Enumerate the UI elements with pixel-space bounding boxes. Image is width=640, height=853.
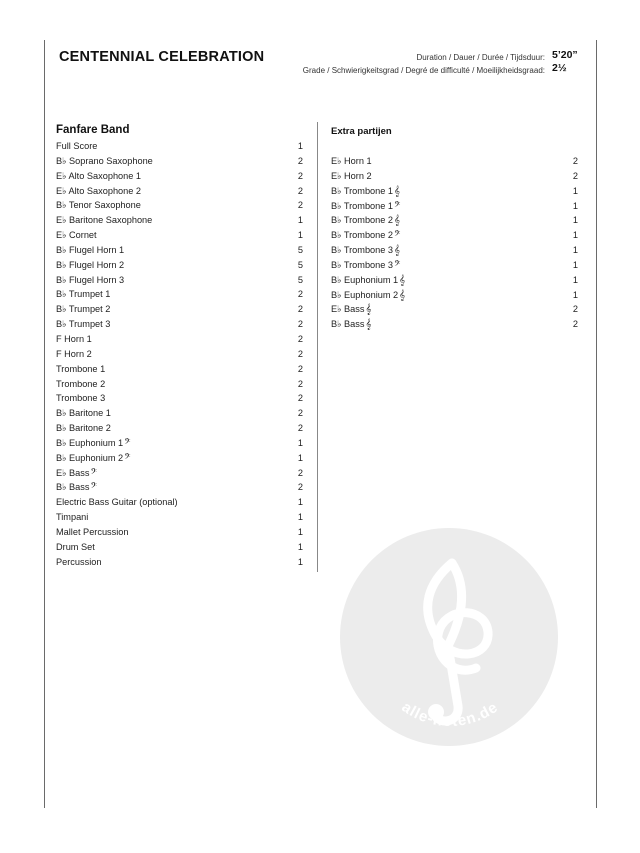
part-name: B♭ Trumpet 1 [56, 289, 111, 300]
part-name: E♭ Bass𝄞 [331, 304, 372, 316]
treble-clef-icon: 𝄞 [394, 185, 400, 197]
part-count: 2 [572, 156, 578, 166]
part-count: 2 [297, 289, 303, 300]
part-name: E♭ Horn 1 [331, 156, 372, 166]
part-name: F Horn 1 [56, 333, 92, 344]
part-count: 2 [297, 333, 303, 344]
extra-part-row [331, 169, 578, 184]
extra-part-row [331, 243, 578, 258]
extra-parts-list [331, 154, 578, 332]
bass-clef-icon: 𝄢 [90, 467, 97, 479]
part-name: B♭ Trombone 2𝄞 [331, 215, 400, 227]
part-count: 5 [297, 259, 303, 270]
fanfare-part-row [56, 198, 303, 213]
part-name: B♭ Trombone 2𝄢 [331, 230, 401, 242]
part-count: 1 [297, 437, 303, 448]
fanfare-part-row [56, 377, 303, 392]
fanfare-part-row [56, 258, 303, 273]
part-count: 1 [297, 452, 303, 463]
fanfare-part-row [56, 169, 303, 184]
part-count: 1 [572, 215, 578, 226]
part-count: 2 [297, 408, 303, 419]
svg-text:alle-noten.de [399, 699, 502, 731]
part-count: 2 [572, 319, 578, 330]
bass-clef-icon: 𝄢 [124, 452, 131, 464]
fanfare-part-row [56, 332, 303, 347]
fanfare-part-row [56, 243, 303, 258]
fanfare-part-row [56, 555, 303, 570]
fanfare-part-row [56, 287, 303, 302]
extra-part-row [331, 288, 578, 303]
fanfare-part-row [56, 510, 303, 525]
treble-clef-icon: 𝄞 [399, 289, 406, 301]
treble-clef-icon: 𝄞 [399, 274, 406, 286]
fanfare-part-row [56, 139, 303, 154]
part-count: 2 [297, 378, 303, 389]
part-name: B♭ Tenor Saxophone [56, 200, 141, 211]
part-name: Timpani [56, 512, 89, 523]
part-name: B♭ Bass𝄞 [331, 319, 372, 331]
part-count: 2 [297, 319, 303, 330]
right-margin-rule [596, 40, 597, 808]
part-count: 2 [297, 348, 303, 359]
treble-clef-icon: 𝄞 [365, 304, 372, 316]
part-count: 1 [297, 141, 303, 151]
fanfare-part-row [56, 154, 303, 169]
part-count: 5 [297, 244, 303, 255]
part-count: 2 [297, 185, 303, 196]
extra-part-row [331, 228, 578, 243]
part-count: 1 [297, 230, 303, 241]
column-divider [317, 122, 318, 572]
fanfare-part-row [56, 391, 303, 406]
part-name: E♭ Baritone Saxophone [56, 215, 153, 226]
part-count: 1 [572, 259, 578, 270]
part-name: B♭ Euphonium 1𝄞 [331, 274, 406, 286]
part-count: 1 [297, 541, 303, 552]
fanfare-part-row [56, 421, 303, 436]
part-name: E♭ Alto Saxophone 2 [56, 185, 142, 196]
duration-value: 5’20” [552, 49, 578, 61]
part-name: E♭ Horn 2 [331, 170, 372, 181]
part-name: Trombone 3 [56, 393, 106, 404]
part-count: 2 [297, 423, 303, 434]
page-title: CENTENNIAL CELEBRATION [59, 49, 265, 65]
part-count: 2 [297, 393, 303, 404]
part-count: 2 [572, 304, 578, 315]
part-count: 2 [297, 363, 303, 374]
part-name: Mallet Percussion [56, 526, 129, 537]
extra-part-row [331, 213, 578, 228]
bass-clef-icon: 𝄢 [394, 200, 401, 212]
extra-part-row [331, 302, 578, 317]
treble-clef-icon: 𝄞 [394, 245, 400, 257]
treble-clef-icon: 𝄞 [394, 215, 400, 227]
fanfare-part-row [56, 317, 303, 332]
treble-clef-icon: 𝄞 [365, 319, 372, 331]
part-count: 1 [297, 215, 303, 226]
bass-clef-icon: 𝄢 [394, 259, 401, 271]
part-name: Electric Bass Guitar (optional) [56, 497, 178, 508]
extra-part-row [331, 184, 578, 199]
part-name: B♭ Trombone 1𝄞 [331, 185, 400, 197]
treble-clef-icon [340, 528, 558, 746]
extra-part-row [331, 199, 578, 214]
fanfare-part-row [56, 213, 303, 228]
part-name: B♭ Trombone 3𝄢 [331, 259, 401, 271]
fanfare-parts-list [56, 139, 303, 569]
duration-label: Duration / Dauer / Durée / Tijdsduur: [416, 53, 545, 62]
part-count: 1 [572, 185, 578, 196]
extra-part-row [331, 258, 578, 273]
bass-clef-icon: 𝄢 [394, 230, 401, 242]
fanfare-part-row [56, 525, 303, 540]
watermark-text: alle-noten.de [398, 698, 502, 731]
fanfare-part-row [56, 451, 303, 466]
part-count: 1 [572, 200, 578, 211]
part-name: B♭ Euphonium 2𝄢 [56, 452, 131, 464]
part-count: 2 [297, 200, 303, 211]
fanfare-part-row [56, 362, 303, 377]
part-count: 1 [297, 512, 303, 523]
part-count: 1 [572, 274, 578, 285]
part-name: B♭ Trombone 3𝄞 [331, 245, 400, 257]
fanfare-part-row [56, 540, 303, 555]
part-name: E♭ Bass𝄢 [56, 467, 97, 479]
part-count: 1 [572, 245, 578, 256]
bass-clef-icon: 𝄢 [124, 437, 131, 449]
part-name: B♭ Flugel Horn 2 [56, 259, 125, 270]
fanfare-part-row [56, 347, 303, 362]
part-count: 1 [297, 526, 303, 537]
part-name: B♭ Trumpet 2 [56, 304, 111, 315]
part-name: B♭ Euphonium 1𝄢 [56, 437, 131, 449]
part-name: E♭ Cornet [56, 230, 97, 241]
part-count: 2 [297, 467, 303, 478]
fanfare-part-row [56, 302, 303, 317]
part-name: F Horn 2 [56, 348, 92, 359]
fanfare-band-heading: Fanfare Band [56, 124, 130, 136]
part-name: E♭ Alto Saxophone 1 [56, 170, 142, 181]
part-name: B♭ Trumpet 3 [56, 319, 111, 330]
part-name: B♭ Bass𝄢 [56, 482, 97, 494]
fanfare-part-row [56, 495, 303, 510]
grade-label: Grade / Schwierigkeitsgrad / Degré de difficulté / Moeilijkheidsgraad: [302, 66, 545, 75]
part-name: Trombone 2 [56, 378, 106, 389]
watermark-logo [340, 528, 558, 746]
extra-part-row [331, 317, 578, 332]
fanfare-part-row [56, 228, 303, 243]
part-name: B♭ Euphonium 2𝄞 [331, 289, 406, 301]
part-name: Full Score [56, 141, 98, 151]
part-name: B♭ Flugel Horn 1 [56, 244, 125, 255]
extra-parts-heading: Extra partijen [331, 126, 392, 137]
part-name: B♭ Baritone 2 [56, 423, 111, 434]
fanfare-part-row [56, 436, 303, 451]
part-count: 1 [572, 230, 578, 241]
part-name: B♭ Trombone 1𝄢 [331, 200, 401, 212]
part-count: 2 [297, 304, 303, 315]
grade-value: 2½ [552, 62, 567, 74]
part-name: Trombone 1 [56, 363, 106, 374]
extra-part-row [331, 273, 578, 288]
part-count: 1 [297, 497, 303, 508]
part-count: 2 [297, 170, 303, 181]
fanfare-part-row [56, 273, 303, 288]
part-count: 1 [572, 289, 578, 300]
part-name: Percussion [56, 556, 102, 567]
extra-part-row [331, 154, 578, 169]
bass-clef-icon: 𝄢 [90, 482, 97, 494]
part-name: B♭ Flugel Horn 3 [56, 274, 125, 285]
part-count: 5 [297, 274, 303, 285]
fanfare-part-row [56, 184, 303, 199]
part-count: 2 [572, 170, 578, 181]
part-name: B♭ Baritone 1 [56, 408, 111, 419]
left-margin-rule [44, 40, 45, 808]
fanfare-part-row [56, 480, 303, 495]
part-count: 2 [297, 482, 303, 493]
fanfare-part-row [56, 466, 303, 481]
part-count: 2 [297, 155, 303, 166]
part-count: 1 [297, 556, 303, 567]
fanfare-part-row [56, 406, 303, 421]
part-name: B♭ Soprano Saxophone [56, 155, 153, 166]
part-name: Drum Set [56, 541, 95, 552]
